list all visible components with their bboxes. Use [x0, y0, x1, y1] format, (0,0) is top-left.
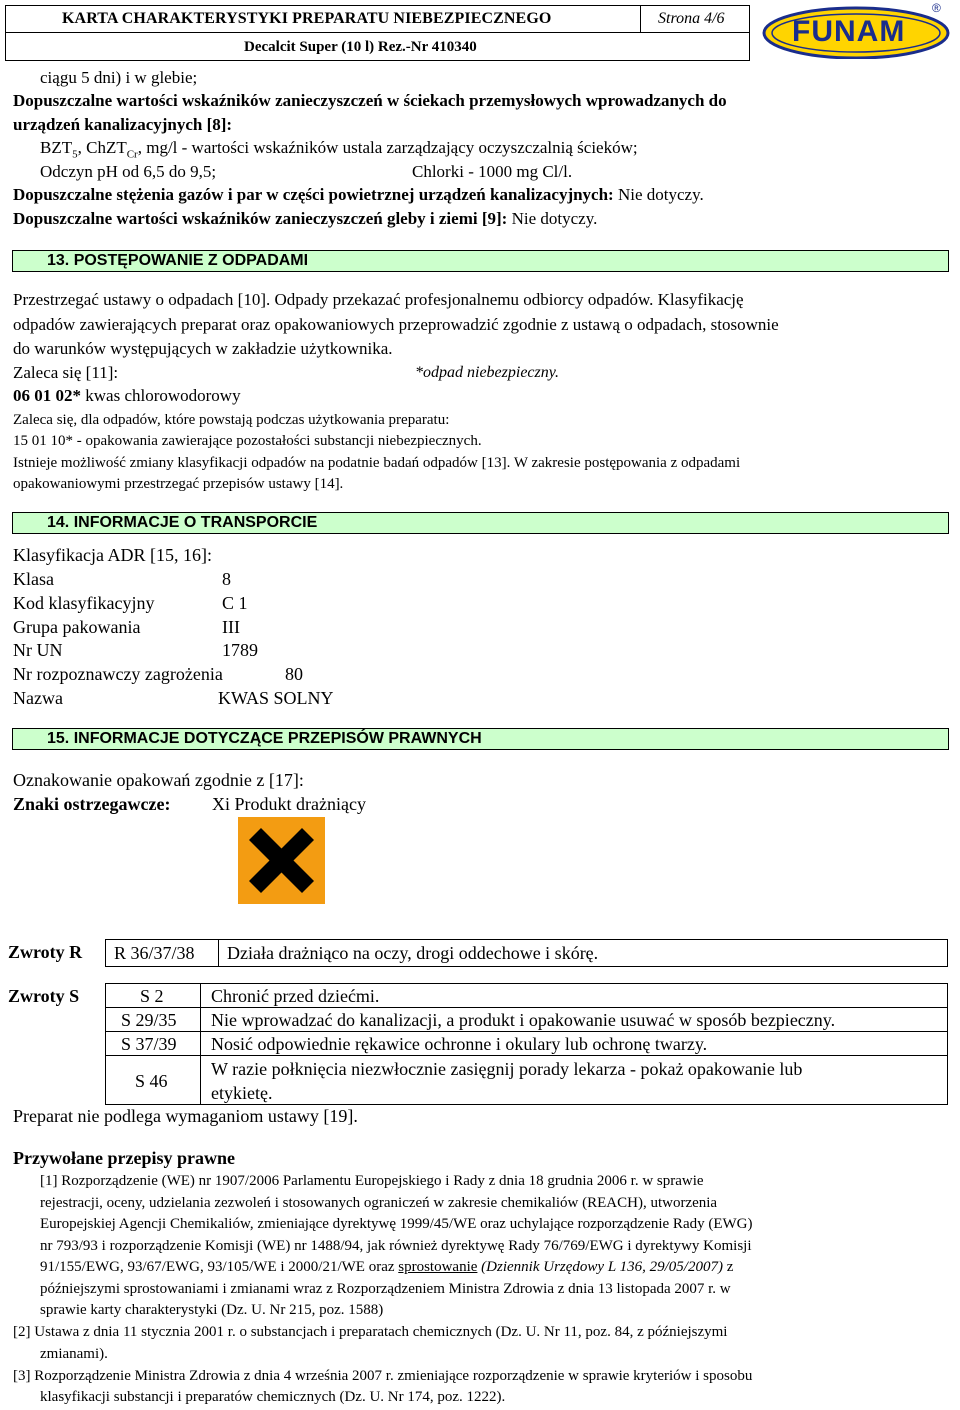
sec13-p2: odpadów zawierających preparat oraz opakowaniowych przeprowadzić zgodnie z ustawą o odpadach, stosownie	[13, 315, 779, 334]
adr-value-zagrozenia: 80	[285, 664, 303, 684]
sec13-waste-code: 06 01 02* kwas chlorowodorowy	[13, 386, 241, 405]
znaki-label: Znaki ostrzegawcze:	[13, 794, 171, 814]
r-code: R 36/37/38	[114, 943, 195, 963]
ref1-line: późniejszymi sprostowaniami i zmianami wraz z Rozporządzeniem Ministra Zdrowia z dnia 13 listopada 2007 r. w	[40, 1281, 731, 1297]
not-subject-note: Preparat nie podlega wymaganiom ustawy [19].	[13, 1106, 358, 1126]
sec12-line4: $BZT_5$, ChZT$_{Cr}$, mg/l - wartości wskaźników ustala zarządzający oczyszczalnią ścieków;	[40, 138, 638, 161]
adr-label-kod: Kod klasyfikacyjny	[13, 593, 155, 613]
s-code-cell	[105, 1031, 201, 1056]
ref1-line: Europejskiej Agencji Chemikaliów, zmieniające dyrektywę 1999/45/WE oraz uchylające rozporządzenie Rady (EWG)	[40, 1216, 753, 1232]
s-code: S 29/35	[121, 1010, 177, 1030]
sec14-adr: Klasyfikacja ADR [15, 16]:	[13, 545, 212, 565]
sec12-line1: ciągu 5 dni) i w glebie;	[40, 68, 198, 87]
references-title: Przywołane przepisy prawne	[13, 1148, 235, 1168]
ref1-line: sprawie karty charakterystyki (Dz. U. Nr 215, poz. 1588)	[40, 1302, 384, 1318]
sec12-gas: Dopuszczalne stężenia gazów i par w części powietrznej urządzeń kanalizacyjnych: Nie dotyczy.	[13, 185, 704, 204]
sec14-heading: 14. INFORMACJE O TRANSPORCIE	[47, 514, 318, 531]
s-text: W razie połknięcia niezwłocznie zasięgnij porady lekarza - pokaż opakowanie lub	[211, 1059, 803, 1079]
header-top-row	[6, 6, 749, 33]
adr-label-nazwa: Nazwa	[13, 688, 63, 708]
sec15-oznak: Oznakowanie opakowań zgodnie z [17]:	[13, 770, 304, 790]
sec12-ph: Odczyn pH od 6,5 do 9,5;	[40, 162, 217, 181]
ref1-line: [1] Rozporządzenie (WE) nr 1907/2006 Parlamentu Europejskiego i Rady z dnia 18 grudnia 2006 r. w sprawie	[40, 1173, 704, 1189]
adr-value-grupa: III	[222, 617, 240, 637]
sec12-line2: Dopuszczalne wartości wskaźników zanieczyszczeń w ściekach przemysłowych wprowadzanych do	[13, 91, 727, 110]
adr-label-zagrozenia: Nr rozpoznawczy zagrożenia	[13, 664, 223, 684]
sec13-p1: Przestrzegać ustawy o odpadach [10]. Odpady przekazać profesjonalnemu odbiorcy odpadów. Klasyfikację	[13, 290, 744, 309]
s-code: S 2	[140, 986, 164, 1006]
r-phrases-label: Zwroty R	[8, 942, 83, 962]
adr-label-klasa: Klasa	[13, 569, 54, 589]
hazard-xi-icon	[238, 817, 325, 904]
sec13-odpad: *odpad niebezpieczny.	[415, 364, 559, 381]
logo-registered: ®	[932, 1, 941, 15]
adr-value-kod: C 1	[222, 593, 248, 613]
sec12-chlorki: Chlorki - 1000 mg Cl/l.	[412, 162, 573, 181]
sec13-heading-bar	[12, 250, 949, 272]
adr-label-un: Nr UN	[13, 640, 63, 660]
sec15-heading: 15. INFORMACJE DOTYCZĄCE PRZEPISÓW PRAWNYCH	[47, 730, 482, 747]
s-phrases-label: Zwroty S	[8, 986, 80, 1006]
ref1-line: rejestracji, oceny, udzielania zezwoleń i stosowanych ograniczeń w zakresie chemikaliów (REACH), utworzenia	[40, 1195, 718, 1211]
znaki-value: Xi Produkt drażniący	[212, 794, 366, 814]
sec13-s1: Zaleca się, dla odpadów, które powstają podczas użytkowania preparatu:	[13, 412, 450, 428]
product-name: Decalcit Super (10 l) Rez.-Nr 410340	[244, 39, 477, 55]
adr-label-grupa: Grupa pakowania	[13, 617, 141, 637]
sec13-heading: 13. POSTĘPOWANIE Z ODPADAMI	[47, 252, 309, 269]
adr-value-un: 1789	[222, 640, 258, 660]
logo-text: FUNAM	[792, 15, 906, 48]
s-text: etykietę.	[211, 1083, 273, 1103]
s-code: S 46	[135, 1071, 168, 1091]
header-divider	[640, 6, 641, 32]
sec14-heading-bar	[12, 512, 949, 534]
r-text: Działa drażniąco na oczy, drogi oddechowe i skórę.	[227, 943, 599, 963]
ref2-line: zmianami).	[40, 1346, 108, 1362]
page-number: Strona 4/6	[658, 10, 725, 27]
ref3-line: klasyfikacji substancji i preparatów chemicznych (Dz. U. Nr 174, poz. 1222).	[40, 1389, 506, 1405]
s-text-cell	[200, 1055, 948, 1105]
s-text: Nie wprowadzać do kanalizacji, a produkt i opakowanie usuwać w sposób bezpieczny.	[211, 1010, 836, 1030]
sec15-heading-bar	[12, 728, 949, 750]
sec13-s2: 15 01 10* - opakowania zawierające pozostałości substancji niebezpiecznych.	[13, 433, 482, 449]
adr-value-nazwa: KWAS SOLNY	[218, 688, 334, 708]
s-code: S 37/39	[121, 1034, 177, 1054]
ref1-line: nr 793/93 i rozporządzenie Komisji (WE) nr 1488/94, jak również dyrektywę Rady 76/769/EWG i dyrektywy Komisji	[40, 1238, 752, 1254]
s-code-cell	[105, 1055, 201, 1105]
s-code-cell	[105, 1007, 201, 1032]
s-text-cell	[200, 983, 948, 1008]
ref1-line: 91/155/EWG, 93/67/EWG, 93/105/WE i 2000/21/WE oraz sprostowanie (Dziennik Urzędowy L 136, 29/05/2007) z	[40, 1259, 734, 1275]
s-code-cell	[105, 983, 201, 1008]
adr-value-klasa: 8	[222, 569, 231, 589]
document-title: KARTA CHARAKTERYSTYKI PREPARATU NIEBEZPIECZNEGO	[62, 10, 552, 27]
s-text: Chronić przed dziećmi.	[211, 986, 380, 1006]
r-text-cell	[218, 939, 948, 967]
sec12-soil: Dopuszczalne wartości wskaźników zanieczyszczeń gleby i ziemi [9]: Nie dotyczy.	[13, 209, 598, 228]
ref2-line: [2] Ustawa z dnia 11 stycznia 2001 r. o substancjach i preparatach chemicznych (Dz. U. Nr 11, poz. 84, z późniejszymi	[13, 1324, 728, 1340]
s-text-cell	[200, 1007, 948, 1032]
document-header	[5, 5, 750, 61]
ref3-line: [3] Rozporządzenie Ministra Zdrowia z dnia 4 września 2007 r. zmieniające rozporządzenie w sprawie kryteriów i sposobu	[13, 1368, 753, 1384]
r-code-cell	[105, 939, 219, 967]
sec13-s3: Istnieje możliwość zmiany klasyfikacji odpadów na podatnie badań odpadów [13]. W zakresie postępowania z odpadami	[13, 455, 741, 471]
sec12-line3: urządzeń kanalizacyjnych [8]:	[13, 115, 233, 134]
sec13-s4: opakowaniowymi przestrzegać przepisów ustawy [14].	[13, 476, 344, 492]
s-text: Nosić odpowiednie rękawice ochronne i okulary lub ochronę twarzy.	[211, 1034, 708, 1054]
sec13-zaleca: Zaleca się [11]:	[13, 363, 119, 382]
sec13-p3: do warunków występujących w zakładzie użytkownika.	[13, 339, 393, 358]
funam-logo	[762, 1, 954, 59]
s-text-cell	[200, 1031, 948, 1056]
